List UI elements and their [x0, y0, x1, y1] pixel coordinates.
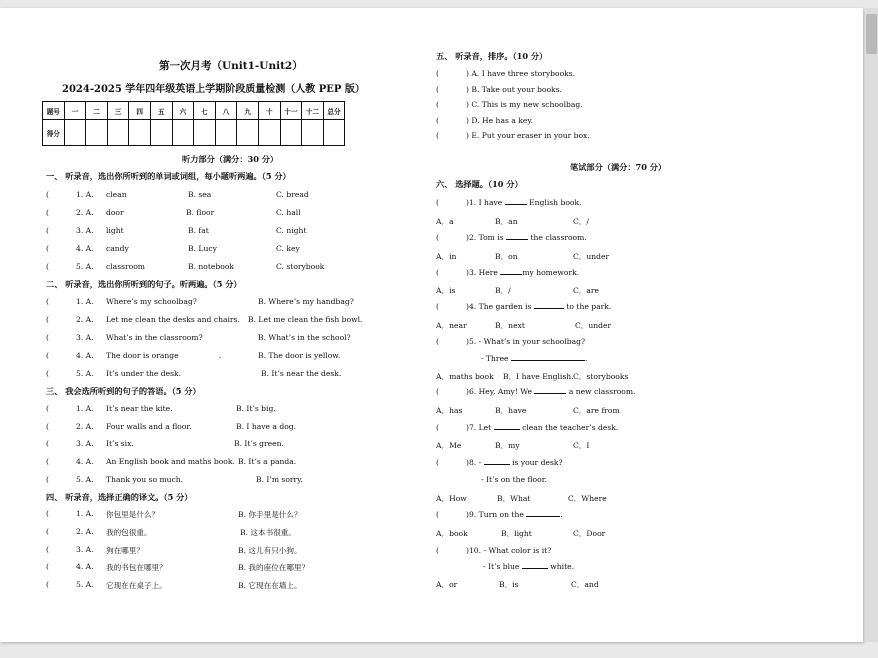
- s1-q3-c: C. night: [276, 226, 307, 235]
- q8-stem: )8. - is your desk?: [466, 458, 563, 467]
- score-header: 总分: [323, 102, 345, 120]
- paren: (: [436, 233, 439, 242]
- paren: (: [436, 116, 439, 125]
- s2-q4-num: 4. A.: [76, 351, 94, 360]
- s4-q2-b: B. 这本书很重。: [240, 528, 296, 537]
- paren: (: [436, 85, 439, 94]
- s1-q2-b: B. floor: [186, 208, 215, 217]
- q6-b: B．have: [495, 406, 527, 415]
- s2-q2-a: Let me clean the desks and chairs.: [106, 315, 240, 324]
- exam-subtitle: 2024-2025 学年四年级英语上学期阶段质量检测（人教 PEP 版）: [62, 84, 365, 95]
- q1-a: A．a: [436, 217, 454, 226]
- paren: (: [46, 208, 49, 217]
- s4-q5-num: 5. A.: [76, 580, 94, 589]
- s1-q5-a: classroom: [106, 262, 145, 271]
- q3-b: B．/: [495, 286, 511, 295]
- q10-c: C．and: [571, 580, 599, 589]
- paren: (: [436, 268, 439, 277]
- q4-c: C．under: [575, 321, 612, 330]
- score-cell: [107, 120, 129, 146]
- s2-q4-b: B. The door is yellow.: [258, 351, 341, 360]
- s1-q4-c: C. key: [276, 244, 300, 253]
- s1-q2-num: 2. A.: [76, 208, 94, 217]
- q3-a: A．is: [436, 286, 456, 295]
- s1-q5-num: 5. A.: [76, 262, 94, 271]
- paren: (: [46, 545, 49, 554]
- score-header: 九: [237, 102, 259, 120]
- score-cell: [302, 120, 324, 146]
- paren: (: [436, 131, 439, 140]
- s5-c: ) C. This is my new schoolbag.: [466, 100, 583, 109]
- q9-stem: )9. Turn on the .: [466, 510, 563, 519]
- exam-title: 第一次月考（Unit1-Unit2）: [159, 60, 303, 72]
- s3-q5-a: Thank you so much.: [106, 475, 184, 484]
- s2-q1-b: B. Where’s my handbag?: [258, 297, 354, 306]
- paren: (: [46, 527, 49, 536]
- paren: (: [46, 422, 49, 431]
- q3-stem: )3. Here my homework.: [466, 268, 580, 277]
- q2-a: A．in: [436, 252, 457, 261]
- q4-b: B．next: [495, 321, 525, 330]
- q4-a: A．near: [436, 321, 467, 330]
- s3-q3-num: 3. A.: [76, 439, 94, 448]
- s4-q4-a: 我的书包在哪里？: [106, 563, 167, 572]
- paren: (: [46, 509, 49, 518]
- score-cell: [150, 120, 172, 146]
- score-cell: [86, 120, 108, 146]
- section3-title: 三、 我会选所听到的句子的答语。（5 分）: [46, 386, 201, 396]
- q9-b: B．light: [501, 529, 532, 538]
- q9-a: A．book: [436, 529, 468, 538]
- section5-title: 五、 听录音，排序。（10 分）: [436, 51, 548, 61]
- s3-q2-num: 2. A.: [76, 422, 94, 431]
- s2-q1-a: Where’s my schoolbag?: [106, 297, 197, 306]
- score-header: 五: [150, 102, 172, 120]
- s4-q1-b: B. 你手里是什么？: [238, 510, 302, 519]
- q5-b: B．I have English.: [503, 372, 574, 381]
- paren: (: [46, 475, 49, 484]
- paren: (: [46, 262, 49, 271]
- vertical-scrollbar[interactable]: [865, 8, 878, 642]
- paren: (: [46, 315, 49, 324]
- paren: (: [46, 297, 49, 306]
- paren: (: [436, 198, 439, 207]
- score-header: 四: [129, 102, 151, 120]
- score-header: 十二: [302, 102, 324, 120]
- s5-b: ) B. Take out your books.: [466, 85, 562, 94]
- paren: (: [46, 333, 49, 342]
- q7-a: A．Me: [436, 441, 462, 450]
- s1-q3-a: light: [106, 226, 124, 235]
- score-row-label: 得分: [43, 120, 65, 146]
- s1-q2-c: C. hall: [276, 208, 301, 217]
- q5-line2: - Three .: [481, 354, 588, 363]
- s2-q5-num: 5. A.: [76, 369, 94, 378]
- s3-q4-a: An English book and maths book.: [106, 457, 235, 466]
- q1-stem: )1. I have English book.: [466, 198, 582, 207]
- section6-title: 六、 选择题。（10 分）: [436, 179, 523, 189]
- q2-b: B．on: [495, 252, 518, 261]
- s4-q4-b: B. 我的座位在哪里？: [238, 563, 310, 572]
- paren: (: [46, 562, 49, 571]
- s1-q4-num: 4. A.: [76, 244, 94, 253]
- s2-q3-b: B. What’s in the school?: [258, 333, 351, 342]
- s3-q2-a: Four walls and a floor.: [106, 422, 192, 431]
- s4-q1-a: 你包里是什么？: [106, 510, 160, 519]
- s4-q4-num: 4. A.: [76, 562, 94, 571]
- paren: (: [46, 226, 49, 235]
- q8-b: B．What: [497, 494, 531, 503]
- score-header: 八: [215, 102, 237, 120]
- score-header: 题号: [43, 102, 65, 120]
- paren: (: [46, 369, 49, 378]
- score-header: 十一: [280, 102, 302, 120]
- score-header: 六: [172, 102, 194, 120]
- s1-q1-a: clean: [106, 190, 127, 199]
- score-cell: [237, 120, 259, 146]
- paren: (: [46, 439, 49, 448]
- section2-title: 二、 听录音，选出你所听到的句子。听两遍。（5 分）: [46, 279, 242, 289]
- s1-q3-b: B. fat: [188, 226, 209, 235]
- paren: (: [436, 387, 439, 396]
- s4-q3-a: 狗在哪里？: [106, 546, 144, 555]
- s2-q5-a: It’s under the desk.: [106, 369, 182, 378]
- paren: (: [436, 69, 439, 78]
- section4-title: 四、 听录音，选择正确的译文。（5 分）: [46, 492, 193, 502]
- score-header: 七: [194, 102, 216, 120]
- s1-q2-a: door: [106, 208, 124, 217]
- score-cell: [258, 120, 280, 146]
- s1-q4-a: candy: [106, 244, 129, 253]
- s3-q3-a: It’s six.: [106, 439, 134, 448]
- paren: (: [436, 423, 439, 432]
- q1-b: B．an: [495, 217, 518, 226]
- s3-q1-num: 1. A.: [76, 404, 94, 413]
- s2-q4-dot: .: [219, 351, 222, 360]
- q10-line2: - It’s blue white.: [483, 562, 575, 571]
- q8-c: C．Where: [568, 494, 607, 503]
- s5-a: ) A. I have three storybooks.: [466, 69, 576, 78]
- listening-title: 听力部分（满分：30 分）: [182, 154, 279, 164]
- q8-line2: - It’s on the floor.: [481, 475, 547, 484]
- paren: (: [436, 100, 439, 109]
- s3-q5-num: 5. A.: [76, 475, 94, 484]
- paren: (: [46, 457, 49, 466]
- s4-q5-b: B. 它现在在墙上。: [238, 581, 302, 590]
- s2-q3-a: What’s in the classroom?: [106, 333, 203, 342]
- score-header: 三: [107, 102, 129, 120]
- q10-stem: )10. - What color is it?: [466, 546, 552, 555]
- paren: (: [436, 302, 439, 311]
- exam-page: [0, 8, 863, 642]
- q3-c: C．are: [573, 286, 600, 295]
- paren: (: [46, 580, 49, 589]
- s1-q5-b: B. notebook: [188, 262, 235, 271]
- score-cell: [64, 120, 86, 146]
- s1-q1-num: 1. A.: [76, 190, 94, 199]
- s4-q5-a: 它现在在桌子上。: [106, 581, 167, 590]
- score-cell: [129, 120, 151, 146]
- s3-q4-num: 4. A.: [76, 457, 94, 466]
- q10-a: A．or: [436, 580, 458, 589]
- scrollbar-thumb[interactable]: [866, 14, 877, 54]
- q7-b: B．my: [495, 441, 520, 450]
- s1-q3-num: 3. A.: [76, 226, 94, 235]
- q10-b: B．is: [499, 580, 519, 589]
- s1-q4-b: B. Lucy: [188, 244, 217, 253]
- q1-c: C．/: [573, 217, 589, 226]
- score-cell: [172, 120, 194, 146]
- s3-q4-b: B. It’s a panda.: [238, 457, 297, 466]
- s4-q1-num: 1. A.: [76, 509, 94, 518]
- q8-a: A．How: [436, 494, 467, 503]
- s3-q5-b: B. I’m sorry.: [256, 475, 303, 484]
- s1-q1-c: C. bread: [276, 190, 309, 199]
- q4-stem: )4. The garden is to the park.: [466, 302, 612, 311]
- s2-q5-b: B. It’s near the desk.: [261, 369, 342, 378]
- q5-c: C．storybooks: [573, 372, 629, 381]
- paren: (: [46, 244, 49, 253]
- score-header: 十: [258, 102, 280, 120]
- s2-q1-num: 1. A.: [76, 297, 94, 306]
- paren: (: [46, 351, 49, 360]
- paren: (: [436, 337, 439, 346]
- s3-q3-b: B. It’s green.: [234, 439, 284, 448]
- q7-c: C．I: [573, 441, 590, 450]
- s1-q1-b: B. sea: [188, 190, 212, 199]
- section1-title: 一、 听录音，选出你所听到的单词或词组，每小题听两遍。（5 分）: [46, 171, 291, 181]
- s2-q4-a: The door is orange: [106, 351, 179, 360]
- paren: (: [436, 458, 439, 467]
- q6-c: C．are from: [573, 406, 620, 415]
- s4-q2-a: 我的包很重。: [106, 528, 152, 537]
- score-cell: [323, 120, 345, 146]
- score-header: 一: [64, 102, 86, 120]
- q5-a: A．maths book: [436, 372, 494, 381]
- s4-q2-num: 2. A.: [76, 527, 94, 536]
- paren: (: [436, 510, 439, 519]
- s5-e: ) E. Put your eraser in your box.: [466, 131, 590, 140]
- q2-stem: )2. Tom is the classroom.: [466, 233, 587, 242]
- s3-q1-b: B. It’s big.: [236, 404, 276, 413]
- written-title: 笔试部分（满分：70 分）: [570, 162, 667, 172]
- s1-q5-c: C. storybook: [276, 262, 325, 271]
- score-cell: [194, 120, 216, 146]
- score-cell: [280, 120, 302, 146]
- score-cell: [215, 120, 237, 146]
- s2-q2-num: 2. A.: [76, 315, 94, 324]
- q7-stem: )7. Let clean the teacher’s desk.: [466, 423, 619, 432]
- q6-a: A．has: [436, 406, 463, 415]
- paren: (: [46, 190, 49, 199]
- s2-q3-num: 3. A.: [76, 333, 94, 342]
- score-header: 二: [86, 102, 108, 120]
- s3-q2-b: B. I have a dog.: [236, 422, 297, 431]
- q6-stem: )6. Hey, Amy! We a new classroom.: [466, 387, 636, 396]
- q9-c: C．Door: [573, 529, 606, 538]
- s4-q3-num: 3. A.: [76, 545, 94, 554]
- s4-q3-b: B. 这儿有只小狗。: [238, 546, 302, 555]
- paren: (: [436, 546, 439, 555]
- q2-c: C．under: [573, 252, 610, 261]
- paren: (: [46, 404, 49, 413]
- s5-d: ) D. He has a key.: [466, 116, 534, 125]
- score-table: [42, 101, 345, 146]
- s3-q1-a: It’s near the kite.: [106, 404, 173, 413]
- q5-stem: )5. - What’s in your schoolbag?: [466, 337, 586, 346]
- s2-q2-b: B. Let me clean the fish bowl.: [248, 315, 363, 324]
